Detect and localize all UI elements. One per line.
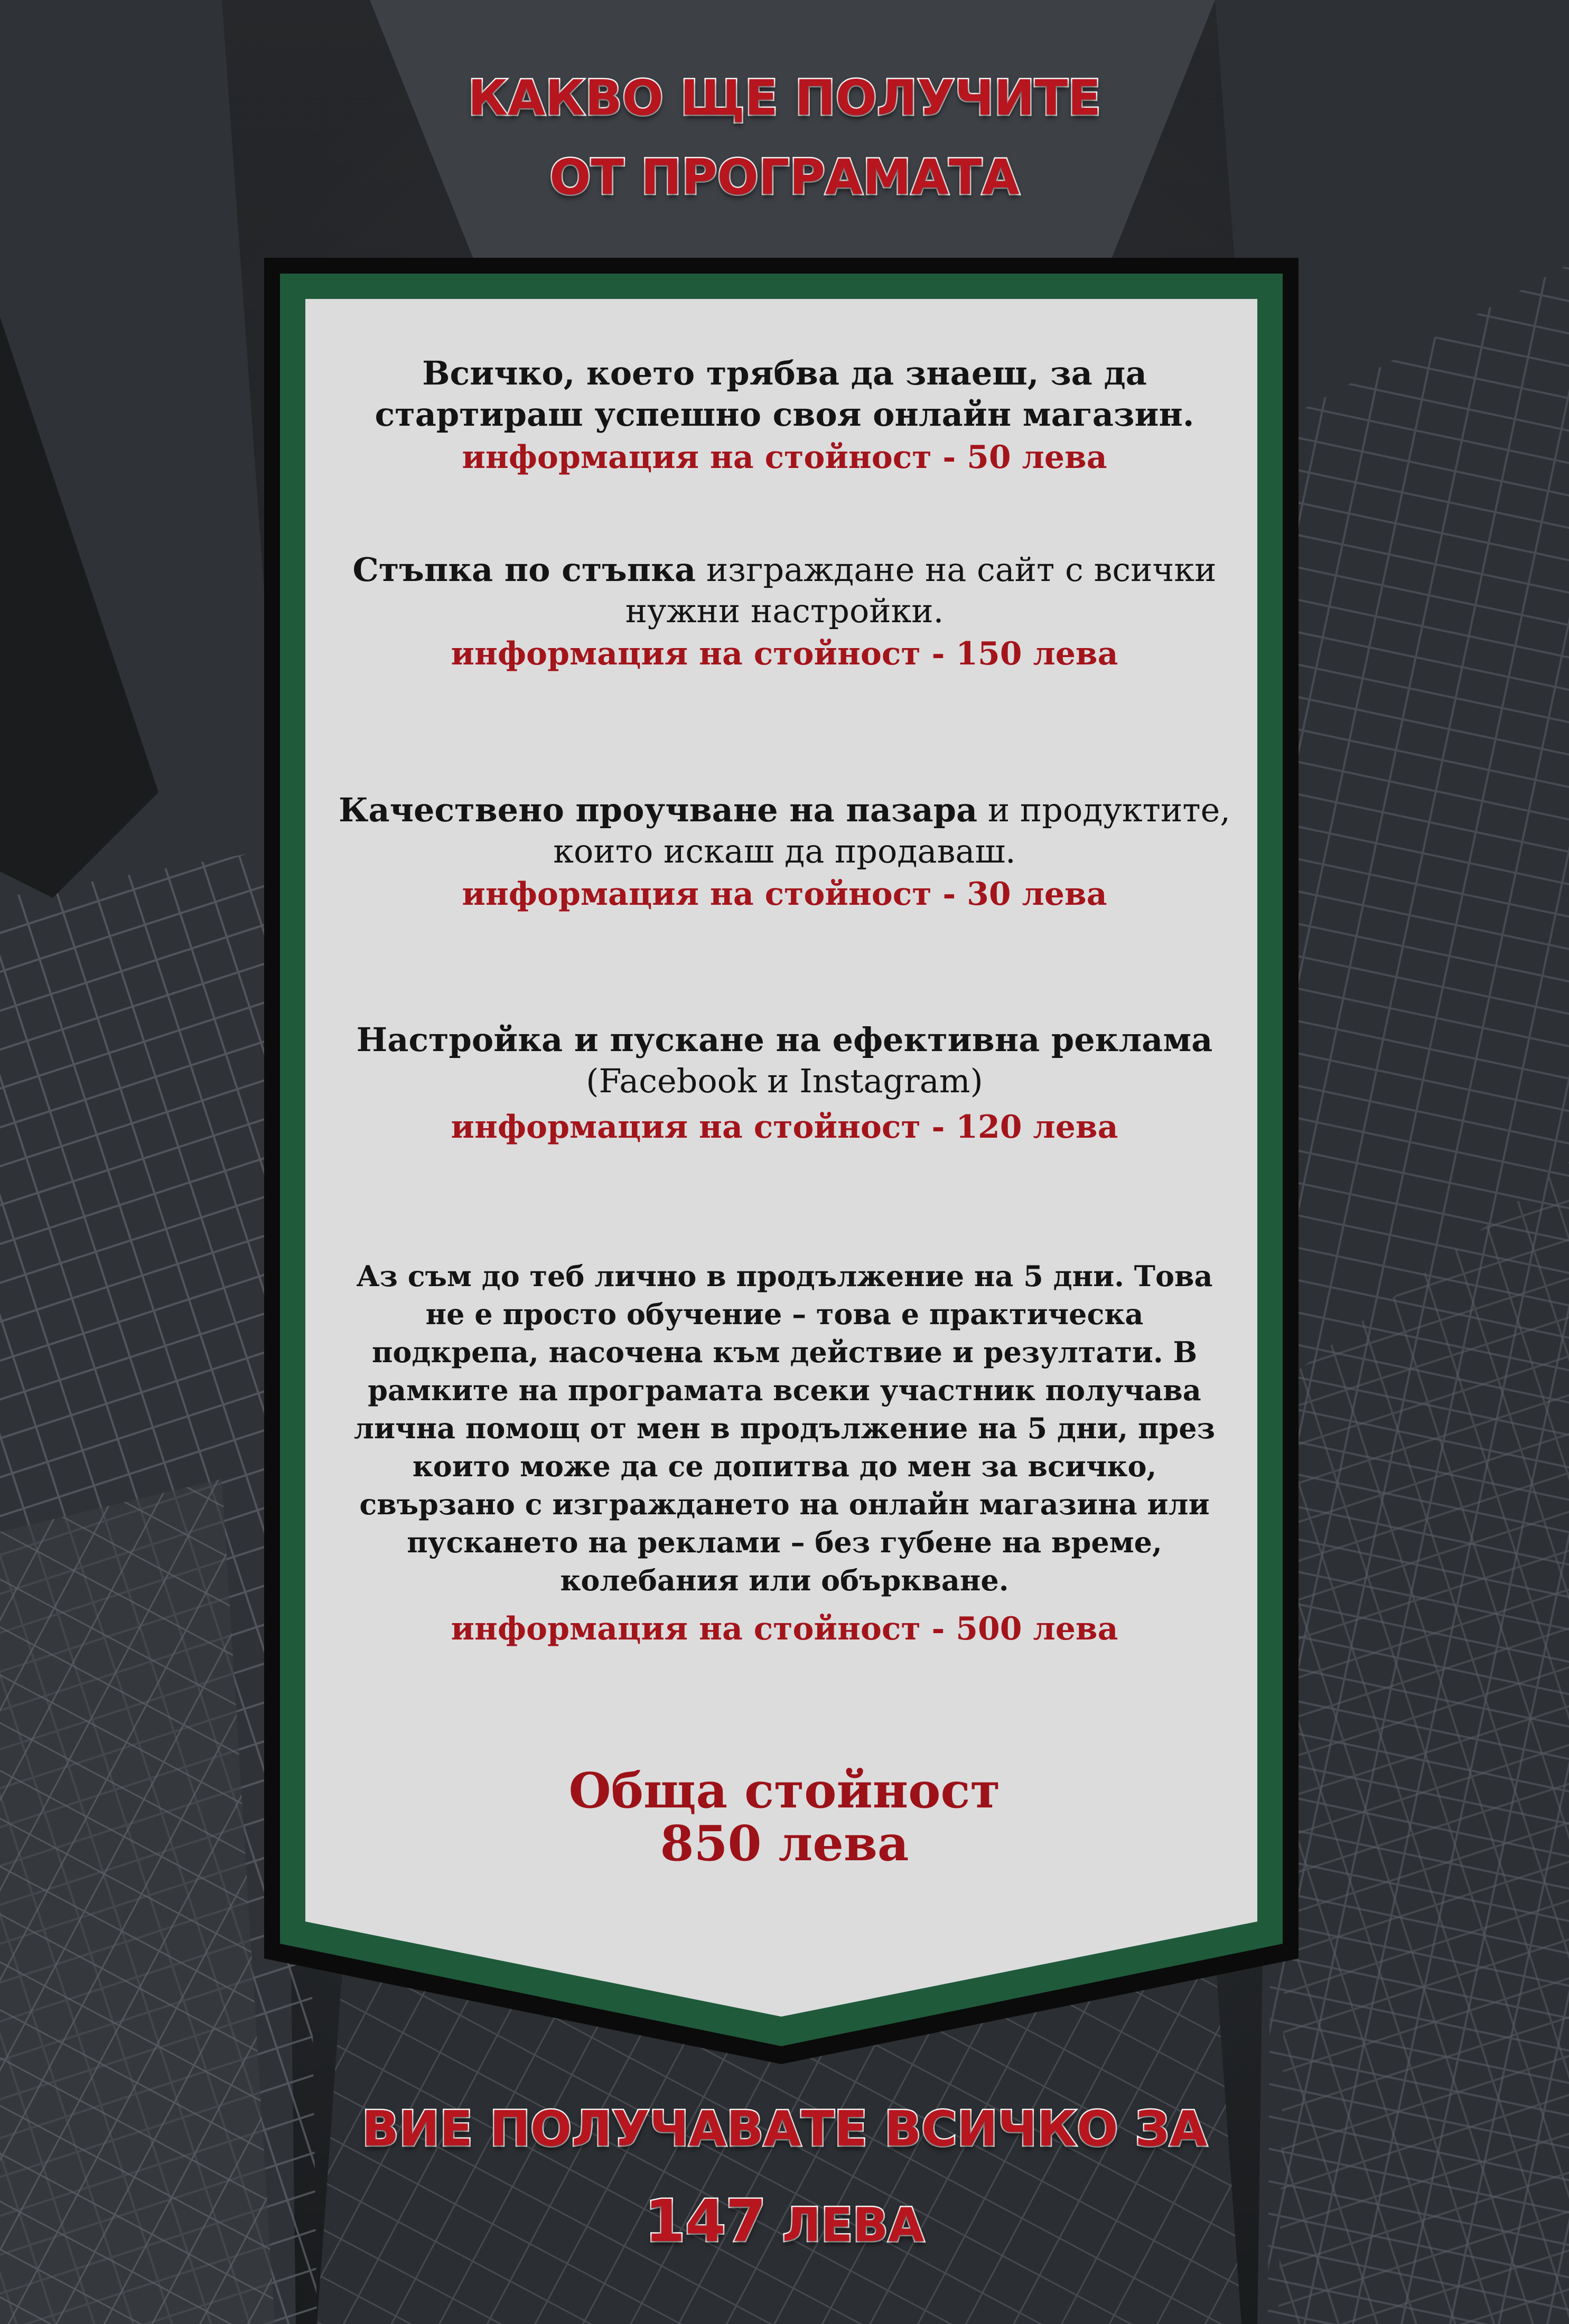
- benefit-value: информация на стойност - 30 лева: [462, 876, 1107, 913]
- benefit-description: изграждане на сайт с всички нужни настройки.: [625, 550, 1217, 630]
- benefit-description: (Facebook и Instagram): [586, 1062, 983, 1100]
- benefit-title: Стъпка по стъпка: [352, 550, 696, 589]
- total-label: Обща стойност: [568, 1762, 1001, 1819]
- offer-price: [0, 2187, 1569, 2255]
- benefit-value: информация на стойност - 150 лева: [451, 635, 1118, 672]
- offer-headline: ВИЕ ПОЛУЧАВАТЕ ВСИЧКО ЗА: [361, 2101, 1208, 2157]
- total-amount: 850 лева: [660, 1815, 909, 1872]
- price-amount: 147: [645, 2187, 767, 2255]
- benefit-description: и продуктите, които искаш да продаваш.: [553, 791, 1230, 870]
- benefit-title: Настройка и пускане на ефективна реклама: [356, 1020, 1213, 1059]
- benefit-title: Всичко, което трябва да знаеш, за да стартираш успешно своя онлайн магазин.: [375, 354, 1194, 434]
- headline-line-1: КАКВО ЩЕ ПОЛУЧИТЕ: [468, 70, 1101, 126]
- benefit-value: информация на стойност - 120 лева: [451, 1109, 1118, 1146]
- benefit-item-4: [338, 1019, 1231, 1147]
- headline-line-2: ОТ ПРОГРАМАТА: [549, 149, 1020, 205]
- benefit-paragraph: Аз съм до теб лично в продължение на 5 дни. Това не е просто обучение – това е практическа подкрепа, насочена към действие и резултати. В рамките на програмата всеки участник получава лична помощ от мен в продължение на 5 дни, през които може да се допитва до мен за всичко, свързано с изграждането на онлайн магазина или пускането на реклами – без губене на време, колебания или объркване.: [353, 1259, 1216, 1597]
- total-value: [338, 1764, 1231, 1870]
- benefit-value: информация на стойност - 500 лева: [451, 1610, 1118, 1647]
- benefit-item-3: [338, 790, 1231, 914]
- benefit-title: Качествено проучване на пазара: [339, 791, 978, 829]
- benefit-item-1: [338, 353, 1231, 477]
- benefit-value: информация на стойност - 50 лева: [462, 439, 1107, 476]
- benefit-item-2: [338, 549, 1231, 674]
- benefit-item-5: [338, 1257, 1231, 1649]
- price-currency: ЛЕВА: [766, 2198, 924, 2252]
